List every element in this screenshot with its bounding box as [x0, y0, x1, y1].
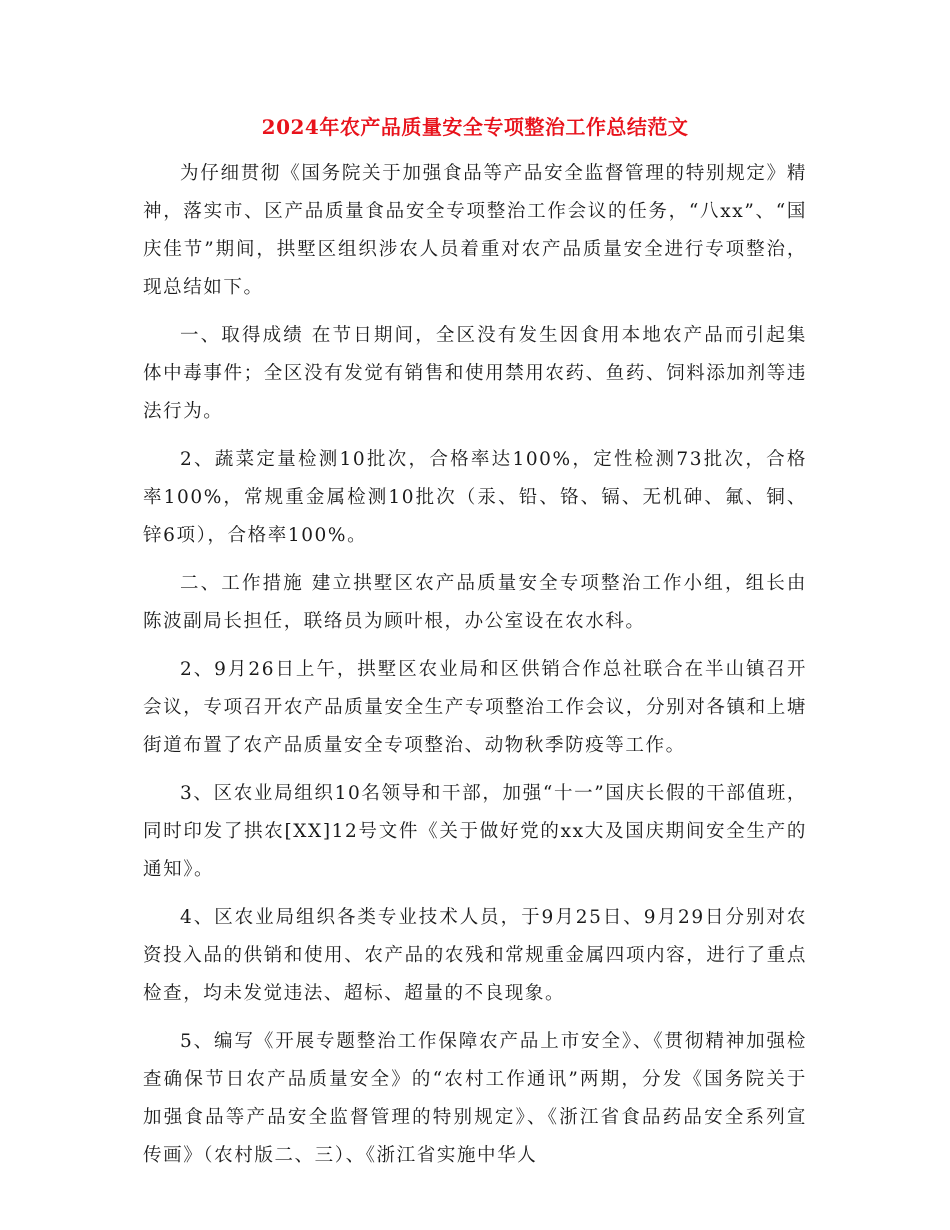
paragraph: 二、工作措施 建立拱墅区农产品质量安全专项整治工作小组，组长由陈波副局长担任，联络员为顾叶根，办公室设在农水科。: [143, 573, 807, 632]
paragraph: 5、编写《开展专题整治工作保障农产品上市安全》、《贯彻精神加强检查确保节日农产品质量安全》的“农村工作通讯”两期，分发《国务院关于加强食品等产品安全监督管理的特别规定》、《浙江省食品药品安全系列宣传画》（农村版二、三）、《浙江省实施中华人: [143, 1031, 807, 1166]
paragraph: 一、取得成绩 在节日期间，全区没有发生因食用本地农产品而引起集体中毒事件；全区没有发觉有销售和使用禁用农药、鱼药、饲料添加剂等违法行为。: [143, 325, 807, 422]
document-body: [143, 155, 807, 1185]
paragraph: 4、区农业局组织各类专业技术人员，于9月25日、9月29日分别对农资投入品的供销和使用、农产品的农残和常规重金属四项内容，进行了重点检查，均未发觉违法、超标、超量的不良现象。: [143, 907, 807, 1004]
paragraph: 3、区农业局组织10名领导和干部，加强“十一”国庆长假的干部值班，同时印发了拱农[XX]12号文件《关于做好党的xx大及国庆期间安全生产的通知》。: [143, 783, 807, 880]
paragraph: 2、9月26日上午，拱墅区农业局和区供销合作总社联合在半山镇召开会议，专项召开农产品质量安全生产专项整治工作会议，分别对各镇和上塘街道布置了农产品质量安全专项整治、动物秋季防疫等工作。: [143, 659, 807, 756]
paragraph: 2、蔬菜定量检测10批次，合格率达100%，定性检测73批次，合格率100%，常规重金属检测10批次（汞、铅、铬、镉、无机砷、氟、铜、锌6项），合格率100%。: [143, 449, 807, 546]
paragraph: 为仔细贯彻《国务院关于加强食品等产品安全监督管理的特别规定》精神，落实市、区产品质量食品安全专项整治工作会议的任务，“八xx”、“国庆佳节”期间，拱墅区组织涉农人员着重对农产品质量安全进行专项整治，现总结如下。: [143, 163, 807, 298]
document-title: 2024年农产品质量安全专项整治工作总结范文: [261, 115, 689, 139]
